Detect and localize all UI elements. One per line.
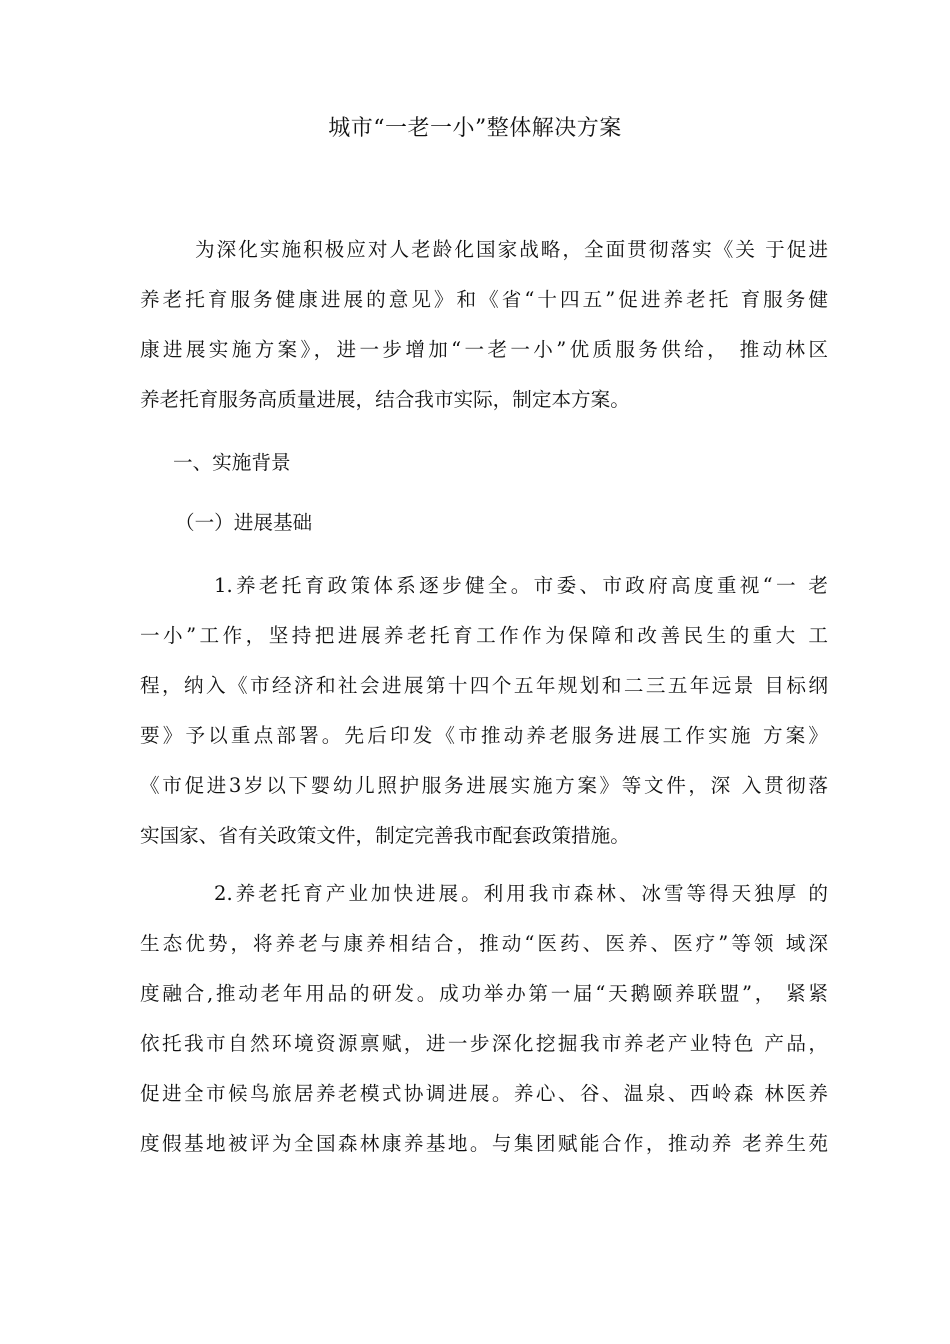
document-title: 城市“一老一小”整体解决方案 [328, 116, 622, 141]
item-1-line: 1.养老托育政策体系逐步健全。市委、市政府高度重视“一 老 [214, 574, 828, 597]
item-1-line: 《市促进3岁以下婴幼儿照护服务进展实施方案》等文件，深 入贯彻落 [140, 774, 828, 797]
intro-line: 为深化实施积极应对人老龄化国家战略，全面贯彻落实《关 于促进 [195, 238, 828, 261]
item-2-line: 2.养老托育产业加快进展。利用我市森林、冰雪等得天独厚 的 [214, 882, 828, 905]
item-2-line: 度融合,推动老年用品的研发。成功举办第一届“天鹅颐养联盟”， 紧紧 [140, 982, 828, 1005]
intro-line: 养老托育服务高质量进展，结合我市实际，制定本方案。 [140, 388, 630, 411]
item-1-line: 实国家、省有关政策文件，制定完善我市配套政策措施。 [140, 824, 630, 847]
item-2-line: 度假基地被评为全国森林康养基地。与集团赋能合作，推动养 老养生苑 [140, 1132, 828, 1155]
section-heading: 一、实施背景 [173, 451, 291, 474]
intro-line: 康进展实施方案》，进一步增加“一老一小”优质服务供给， 推动林区 [140, 338, 828, 361]
item-1-line: 程，纳入《市经济和社会进展第十四个五年规划和二三五年远景 目标纲 [140, 674, 828, 697]
item-2-line: 生态优势，将养老与康养相结合，推动“医药、医养、医疗”等领 域深 [140, 932, 828, 955]
intro-line: 养老托育服务健康进展的意见》和《省“十四五”促进养老托 育服务健 [140, 288, 828, 311]
item-1-line: 要》予以重点部署。先后印发《市推动养老服务进展工作实施 方案》 [140, 724, 828, 747]
item-2-line: 依托我市自然环境资源禀赋，进一步深化挖掘我市养老产业特色 产品， [140, 1032, 828, 1055]
item-2-line: 促进全市候鸟旅居养老模式协调进展。养心、谷、温泉、西岭森 林医养 [140, 1082, 828, 1105]
item-1-line: 一小”工作，坚持把进展养老托育工作作为保障和改善民生的重大 工 [140, 624, 828, 647]
subsection-heading: （一）进展基础 [175, 511, 313, 534]
